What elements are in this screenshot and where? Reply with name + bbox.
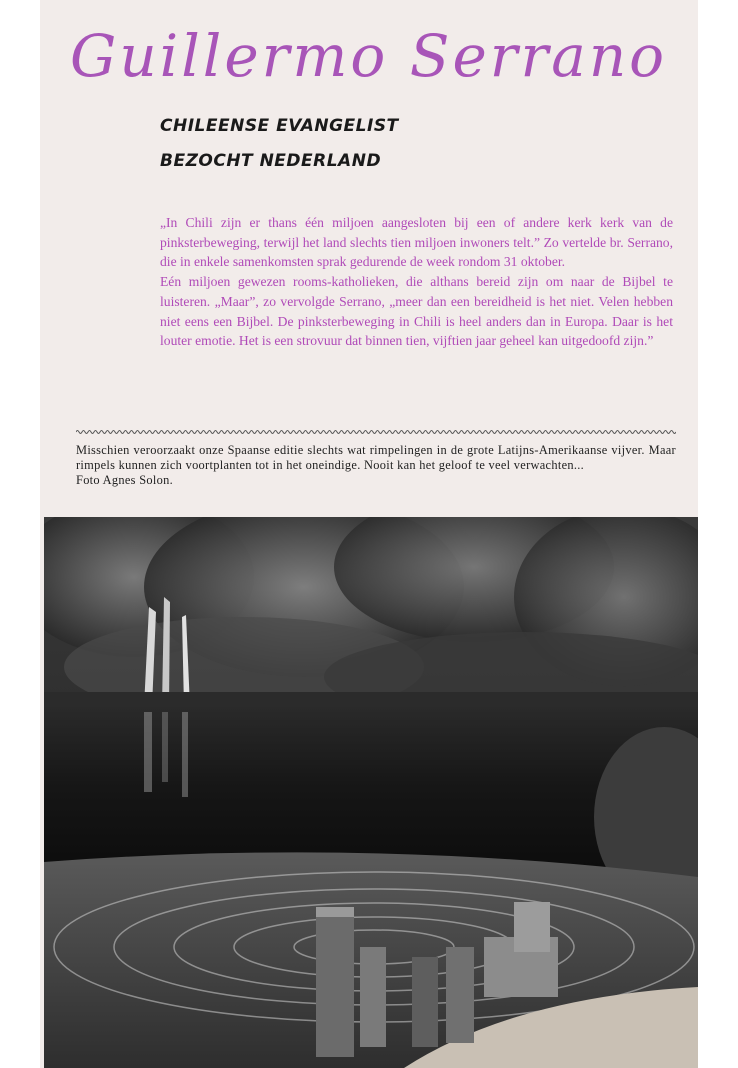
caption-text: Misschien veroorzaakt onze Spaanse editie slechts wat rimpelingen in de grote Latijns-Amerikaanse vijver. Maar rimpels kunnen zich voortplanten tot in het oneindige. Nooit kan het geloof te veel verwachten... — [76, 443, 676, 473]
article-title: Guillermo Serrano — [70, 22, 668, 90]
article-quote — [160, 213, 673, 351]
article-subtitle-line-1: CHILEENSE EVANGELIST — [160, 116, 399, 136]
article-subtitle-line-2: BEZOCHT NEDERLAND — [160, 151, 382, 171]
magazine-page — [40, 0, 698, 1068]
pond-photo — [44, 517, 698, 1068]
quote-paragraph-1: „In Chili zijn er thans één miljoen aangesloten bij een of andere kerk kerk van de pinksterbeweging, terwijl het land slechts tien miljoen inwoners telt.” Zo vertelde br. Serrano, die in enkele samenkomsten sprak gedurende de week rondom 31 oktober. — [160, 215, 673, 270]
quote-paragraph-2: Eén miljoen gewezen rooms-katholieken, die althans bereid zijn om naar de Bijbel te luisteren. „Maar”, zo vervolgde Serrano, „meer dan een bereidheid is het niet. Velen hebben niet eens een Bijbel. De pinksterbeweging in Chili is heel anders dan in Europa. Daar is het louter emotie. Het is een strovuur dat binnen tien, vijftien jaar geheel kan uitgedoofd zijn.” — [160, 274, 673, 349]
photo-caption — [76, 443, 676, 489]
wavy-divider — [76, 428, 676, 436]
photo-credit: Foto Agnes Solon. — [76, 473, 174, 488]
